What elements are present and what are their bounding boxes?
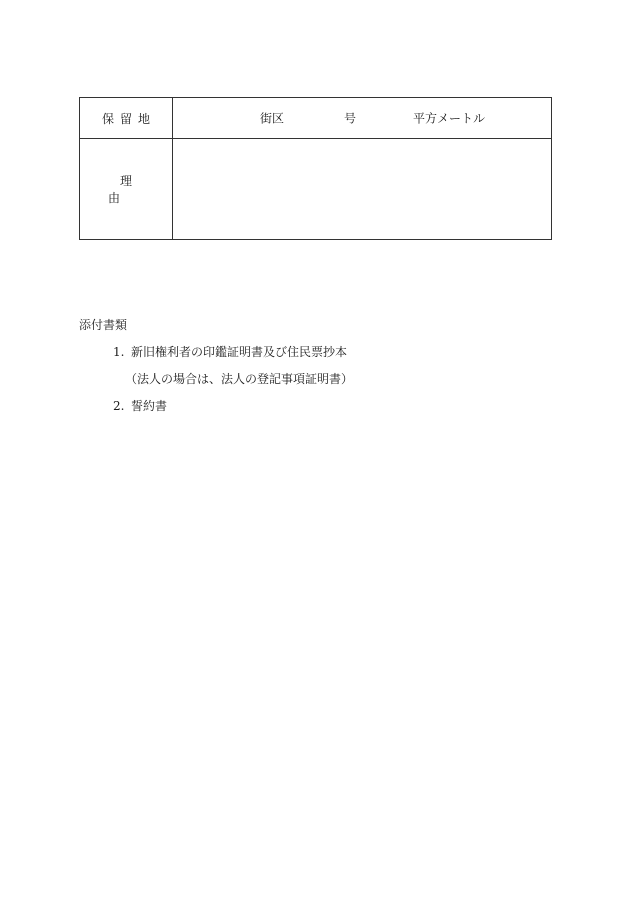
attachment-item-1-note: （法人の場合は、法人の登記事項証明書） — [125, 372, 354, 386]
reason-label-cell — [80, 139, 173, 240]
storage-number-unit: 号 — [344, 111, 357, 126]
attachment-item-2-text: 誓約書 — [131, 399, 168, 413]
reason-row — [80, 139, 552, 240]
storage-label: 保留地 — [101, 111, 156, 126]
storage-value-cell[interactable] — [173, 98, 552, 139]
storage-row — [80, 98, 552, 139]
attachment-item-1-text: 新旧権利者の印鑑証明書及び住民票抄本 — [131, 345, 348, 359]
storage-block-unit: 街区 — [260, 111, 285, 126]
attachments-section — [79, 318, 559, 426]
attachments-heading: 添付書類 — [79, 318, 128, 332]
storage-label-cell — [80, 98, 173, 139]
form-table — [79, 97, 552, 240]
attachment-item-2 — [79, 399, 559, 414]
attachment-item-2-number: 2. — [113, 399, 125, 413]
reason-label: 理由 — [107, 174, 156, 205]
attachment-item-1-number: 1. — [113, 345, 125, 359]
storage-area-unit: 平方メートル — [413, 111, 486, 126]
reason-value-cell[interactable] — [173, 139, 552, 240]
attachment-item-1 — [79, 345, 559, 360]
